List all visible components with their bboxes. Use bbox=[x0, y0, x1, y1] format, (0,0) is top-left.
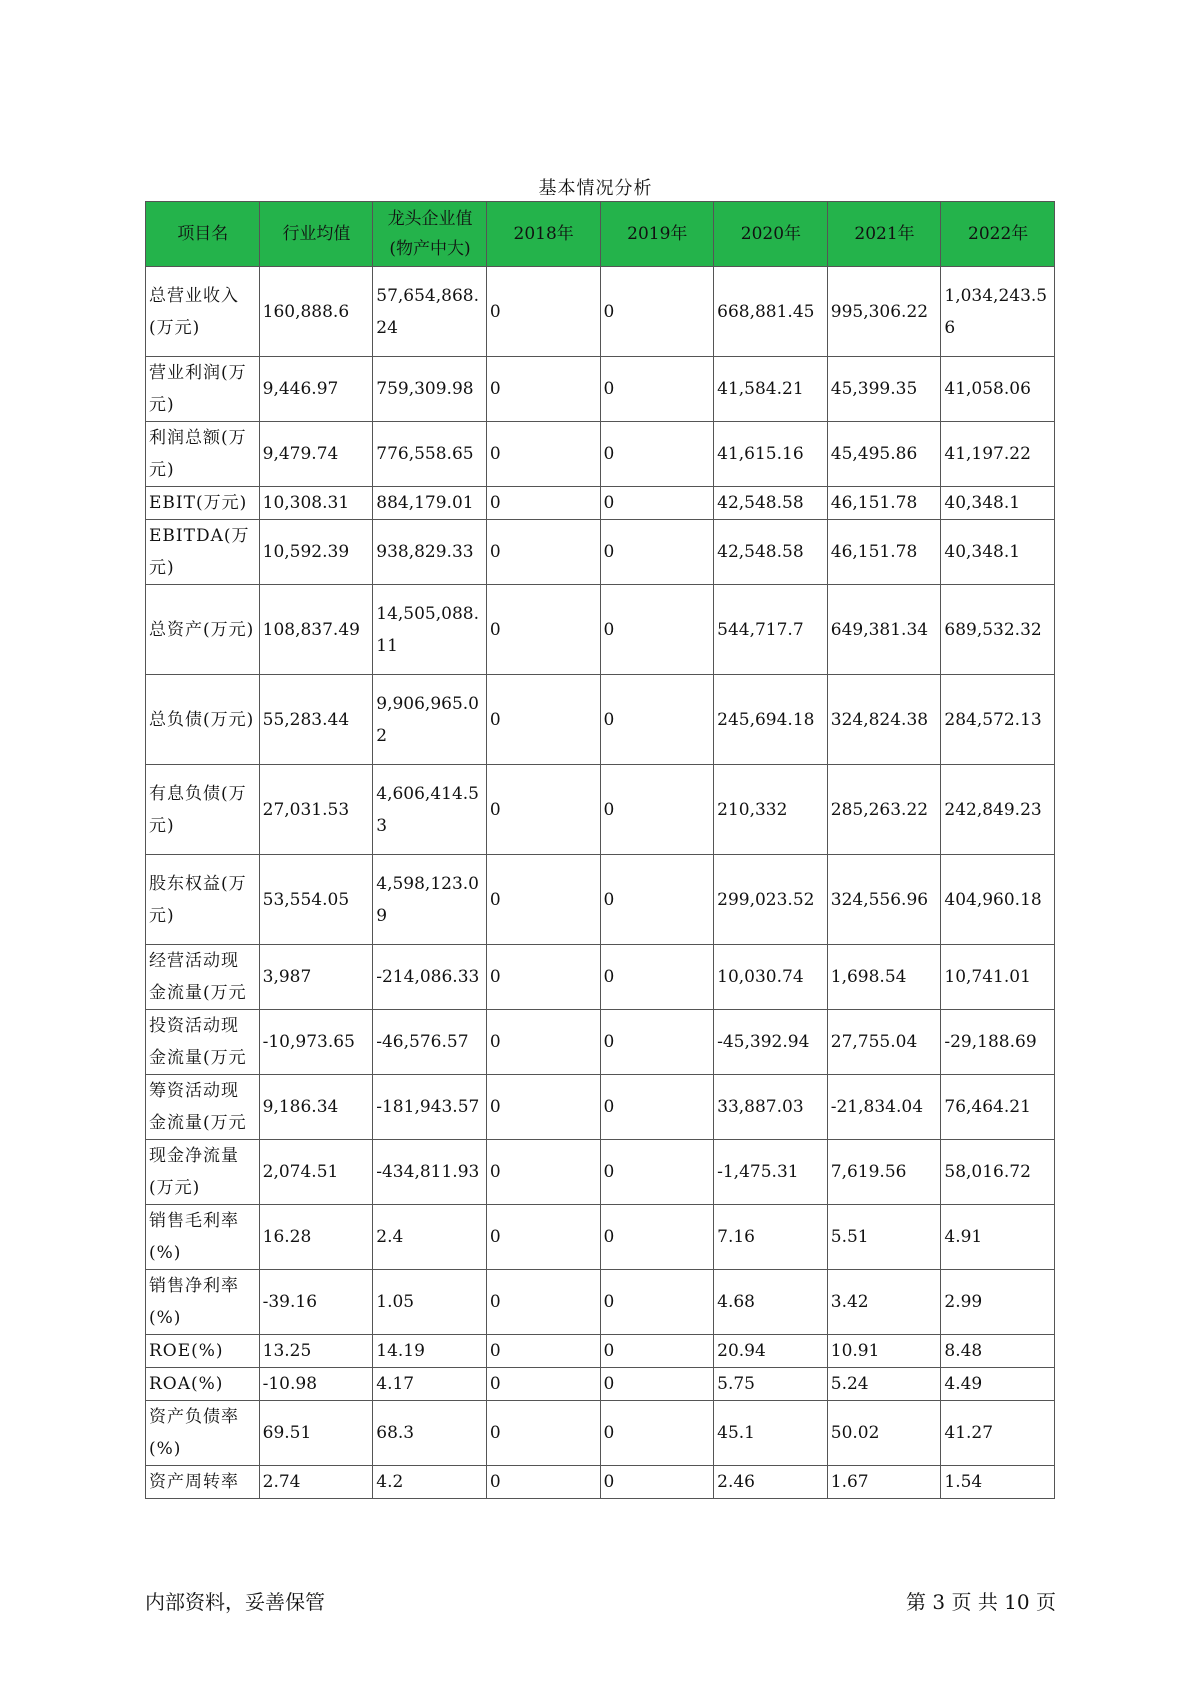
table-cell: 1.54 bbox=[941, 1466, 1055, 1499]
table-cell: 938,829.33 bbox=[373, 520, 487, 585]
table-cell: 45.1 bbox=[714, 1401, 828, 1466]
table-cell: 14.19 bbox=[373, 1335, 487, 1368]
table-cell: 324,556.96 bbox=[827, 855, 941, 945]
table-cell: 42,548.58 bbox=[714, 487, 828, 520]
table-cell: 0 bbox=[600, 1335, 714, 1368]
table-cell: 4.91 bbox=[941, 1205, 1055, 1270]
table-cell: 0 bbox=[600, 1140, 714, 1205]
table-cell: 46,151.78 bbox=[827, 520, 941, 585]
table-cell: 0 bbox=[486, 1466, 600, 1499]
table-cell: 0 bbox=[486, 855, 600, 945]
table-cell: 0 bbox=[600, 1010, 714, 1075]
header-cell: 2022年 bbox=[941, 202, 1055, 267]
table-cell: 0 bbox=[600, 1270, 714, 1335]
table-cell: 2,074.51 bbox=[259, 1140, 373, 1205]
footer-page-number: 第 3 页 共 10 页 bbox=[906, 1590, 1056, 1614]
table-cell: 0 bbox=[600, 1368, 714, 1401]
table-cell: 210,332 bbox=[714, 765, 828, 855]
table-cell: 0 bbox=[486, 1270, 600, 1335]
table-cell: 45,495.86 bbox=[827, 422, 941, 487]
table-row bbox=[146, 487, 1055, 520]
table-cell: 245,694.18 bbox=[714, 675, 828, 765]
table-cell: 0 bbox=[600, 855, 714, 945]
table-cell: 53,554.05 bbox=[259, 855, 373, 945]
table-cell: 284,572.13 bbox=[941, 675, 1055, 765]
table-cell: 27,755.04 bbox=[827, 1010, 941, 1075]
table-cell: 0 bbox=[600, 1075, 714, 1140]
table-cell: 4.68 bbox=[714, 1270, 828, 1335]
header-cell: 龙头企业值(物产中大) bbox=[373, 202, 487, 267]
table-cell: 5.51 bbox=[827, 1205, 941, 1270]
header-cell: 2018年 bbox=[486, 202, 600, 267]
table-cell: -29,188.69 bbox=[941, 1010, 1055, 1075]
header-cell: 2019年 bbox=[600, 202, 714, 267]
header-cell: 2020年 bbox=[714, 202, 828, 267]
table-cell: 41,197.22 bbox=[941, 422, 1055, 487]
table-cell: 9,446.97 bbox=[259, 357, 373, 422]
table-cell: 3.42 bbox=[827, 1270, 941, 1335]
table-cell: 42,548.58 bbox=[714, 520, 828, 585]
table-row bbox=[146, 422, 1055, 487]
table-cell: 7,619.56 bbox=[827, 1140, 941, 1205]
row-label: 销售毛利率(%) bbox=[146, 1205, 260, 1270]
table-cell: 0 bbox=[600, 1401, 714, 1466]
table-cell: 0 bbox=[600, 357, 714, 422]
table-cell: 4.49 bbox=[941, 1368, 1055, 1401]
table-cell: 10,592.39 bbox=[259, 520, 373, 585]
table-cell: 4,598,123.09 bbox=[373, 855, 487, 945]
table-cell: -214,086.33 bbox=[373, 945, 487, 1010]
table-row bbox=[146, 585, 1055, 675]
table-cell: 884,179.01 bbox=[373, 487, 487, 520]
table-cell: 50.02 bbox=[827, 1401, 941, 1466]
table-cell: 10.91 bbox=[827, 1335, 941, 1368]
table-row bbox=[146, 945, 1055, 1010]
table-cell: 0 bbox=[600, 1466, 714, 1499]
table-cell: 9,186.34 bbox=[259, 1075, 373, 1140]
table-cell: 2.46 bbox=[714, 1466, 828, 1499]
table-cell: 41,615.16 bbox=[714, 422, 828, 487]
row-label: 营业利润(万元) bbox=[146, 357, 260, 422]
row-label: 投资活动现金流量(万元 bbox=[146, 1010, 260, 1075]
table-cell: -10.98 bbox=[259, 1368, 373, 1401]
table-cell: 0 bbox=[486, 357, 600, 422]
table-cell: 0 bbox=[486, 1368, 600, 1401]
table-cell: 1,698.54 bbox=[827, 945, 941, 1010]
table-cell: 0 bbox=[486, 1075, 600, 1140]
table-cell: 0 bbox=[600, 422, 714, 487]
table-cell: 4.2 bbox=[373, 1466, 487, 1499]
row-label: 资产负债率(%) bbox=[146, 1401, 260, 1466]
table-cell: 16.28 bbox=[259, 1205, 373, 1270]
table-cell: 404,960.18 bbox=[941, 855, 1055, 945]
header-cell: 行业均值 bbox=[259, 202, 373, 267]
table-cell: 995,306.22 bbox=[827, 267, 941, 357]
analysis-table bbox=[145, 201, 1055, 1499]
table-cell: 0 bbox=[600, 487, 714, 520]
table-row bbox=[146, 765, 1055, 855]
row-label: 利润总额(万元) bbox=[146, 422, 260, 487]
row-label: 总负债(万元) bbox=[146, 675, 260, 765]
table-cell: 0 bbox=[600, 765, 714, 855]
table-row bbox=[146, 1401, 1055, 1466]
table-cell: 40,348.1 bbox=[941, 487, 1055, 520]
table-cell: -1,475.31 bbox=[714, 1140, 828, 1205]
footer-confidential: 内部资料，妥善保管 bbox=[145, 1590, 325, 1614]
table-cell: 10,741.01 bbox=[941, 945, 1055, 1010]
row-label: 总资产(万元) bbox=[146, 585, 260, 675]
table-cell: 10,030.74 bbox=[714, 945, 828, 1010]
table-cell: 0 bbox=[486, 1205, 600, 1270]
table-cell: 8.48 bbox=[941, 1335, 1055, 1368]
table-cell: -39.16 bbox=[259, 1270, 373, 1335]
table-cell: 5.24 bbox=[827, 1368, 941, 1401]
table-cell: 10,308.31 bbox=[259, 487, 373, 520]
table-row bbox=[146, 1270, 1055, 1335]
table-cell: -46,576.57 bbox=[373, 1010, 487, 1075]
table-cell: 0 bbox=[486, 675, 600, 765]
table-cell: 0 bbox=[486, 1140, 600, 1205]
table-cell: 2.99 bbox=[941, 1270, 1055, 1335]
table-cell: -10,973.65 bbox=[259, 1010, 373, 1075]
row-label: 销售净利率(%) bbox=[146, 1270, 260, 1335]
table-cell: 299,023.52 bbox=[714, 855, 828, 945]
table-cell: 58,016.72 bbox=[941, 1140, 1055, 1205]
table-cell: 33,887.03 bbox=[714, 1075, 828, 1140]
table-cell: 7.16 bbox=[714, 1205, 828, 1270]
table-cell: 689,532.32 bbox=[941, 585, 1055, 675]
table-cell: 0 bbox=[486, 487, 600, 520]
table-cell: 0 bbox=[486, 1401, 600, 1466]
table-cell: 285,263.22 bbox=[827, 765, 941, 855]
table-cell: 0 bbox=[600, 945, 714, 1010]
table-cell: -21,834.04 bbox=[827, 1075, 941, 1140]
table-cell: 1.05 bbox=[373, 1270, 487, 1335]
table-cell: 3,987 bbox=[259, 945, 373, 1010]
table-row bbox=[146, 1368, 1055, 1401]
table-row bbox=[146, 520, 1055, 585]
table-cell: 68.3 bbox=[373, 1401, 487, 1466]
table-cell: 41.27 bbox=[941, 1401, 1055, 1466]
row-label: 资产周转率 bbox=[146, 1466, 260, 1499]
table-cell: 0 bbox=[486, 585, 600, 675]
table-cell: 13.25 bbox=[259, 1335, 373, 1368]
table-cell: 9,906,965.02 bbox=[373, 675, 487, 765]
table-cell: -181,943.57 bbox=[373, 1075, 487, 1140]
table-cell: 41,058.06 bbox=[941, 357, 1055, 422]
row-label: 股东权益(万元) bbox=[146, 855, 260, 945]
row-label: 总营业收入(万元) bbox=[146, 267, 260, 357]
table-cell: 1.67 bbox=[827, 1466, 941, 1499]
table-cell: 0 bbox=[486, 422, 600, 487]
table-cell: 0 bbox=[486, 945, 600, 1010]
table-cell: 2.4 bbox=[373, 1205, 487, 1270]
table-cell: -434,811.93 bbox=[373, 1140, 487, 1205]
table-row bbox=[146, 1205, 1055, 1270]
table-row bbox=[146, 1010, 1055, 1075]
header-row bbox=[146, 202, 1055, 267]
table-cell: 1,034,243.56 bbox=[941, 267, 1055, 357]
row-label: ROE(%) bbox=[146, 1335, 260, 1368]
table-cell: 46,151.78 bbox=[827, 487, 941, 520]
table-cell: 14,505,088.11 bbox=[373, 585, 487, 675]
table-row bbox=[146, 675, 1055, 765]
table-row bbox=[146, 855, 1055, 945]
table-body bbox=[146, 267, 1055, 1499]
table-cell: 0 bbox=[486, 267, 600, 357]
table-title: 基本情况分析 bbox=[538, 178, 653, 199]
table-cell: 4,606,414.53 bbox=[373, 765, 487, 855]
row-label: EBITDA(万元) bbox=[146, 520, 260, 585]
table-cell: 0 bbox=[600, 585, 714, 675]
table-cell: 57,654,868.24 bbox=[373, 267, 487, 357]
row-label: ROA(%) bbox=[146, 1368, 260, 1401]
table-cell: 9,479.74 bbox=[259, 422, 373, 487]
table-cell: 0 bbox=[600, 675, 714, 765]
table-cell: 544,717.7 bbox=[714, 585, 828, 675]
table-cell: 668,881.45 bbox=[714, 267, 828, 357]
table-cell: 76,464.21 bbox=[941, 1075, 1055, 1140]
table-cell: 45,399.35 bbox=[827, 357, 941, 422]
table-cell: 649,381.34 bbox=[827, 585, 941, 675]
table-row bbox=[146, 267, 1055, 357]
table-cell: 20.94 bbox=[714, 1335, 828, 1368]
row-label: 经营活动现金流量(万元 bbox=[146, 945, 260, 1010]
table-cell: 5.75 bbox=[714, 1368, 828, 1401]
header-cell: 项目名 bbox=[146, 202, 260, 267]
table-cell: 0 bbox=[600, 520, 714, 585]
table-cell: -45,392.94 bbox=[714, 1010, 828, 1075]
table-cell: 160,888.6 bbox=[259, 267, 373, 357]
table-cell: 759,309.98 bbox=[373, 357, 487, 422]
table-cell: 776,558.65 bbox=[373, 422, 487, 487]
table-cell: 55,283.44 bbox=[259, 675, 373, 765]
row-label: EBIT(万元) bbox=[146, 487, 260, 520]
table-cell: 0 bbox=[600, 267, 714, 357]
row-label: 现金净流量(万元) bbox=[146, 1140, 260, 1205]
table-cell: 242,849.23 bbox=[941, 765, 1055, 855]
table-cell: 0 bbox=[486, 520, 600, 585]
table-row bbox=[146, 357, 1055, 422]
table-cell: 108,837.49 bbox=[259, 585, 373, 675]
table-cell: 0 bbox=[600, 1205, 714, 1270]
row-label: 有息负债(万元) bbox=[146, 765, 260, 855]
row-label: 筹资活动现金流量(万元 bbox=[146, 1075, 260, 1140]
table-cell: 0 bbox=[486, 1335, 600, 1368]
table-cell: 27,031.53 bbox=[259, 765, 373, 855]
table-cell: 4.17 bbox=[373, 1368, 487, 1401]
table-row bbox=[146, 1335, 1055, 1368]
table-cell: 69.51 bbox=[259, 1401, 373, 1466]
header-cell: 2021年 bbox=[827, 202, 941, 267]
table-row bbox=[146, 1466, 1055, 1499]
table-row bbox=[146, 1075, 1055, 1140]
table-cell: 0 bbox=[486, 765, 600, 855]
table-cell: 2.74 bbox=[259, 1466, 373, 1499]
table-cell: 40,348.1 bbox=[941, 520, 1055, 585]
table-cell: 0 bbox=[486, 1010, 600, 1075]
table-cell: 41,584.21 bbox=[714, 357, 828, 422]
table-cell: 324,824.38 bbox=[827, 675, 941, 765]
table-row bbox=[146, 1140, 1055, 1205]
